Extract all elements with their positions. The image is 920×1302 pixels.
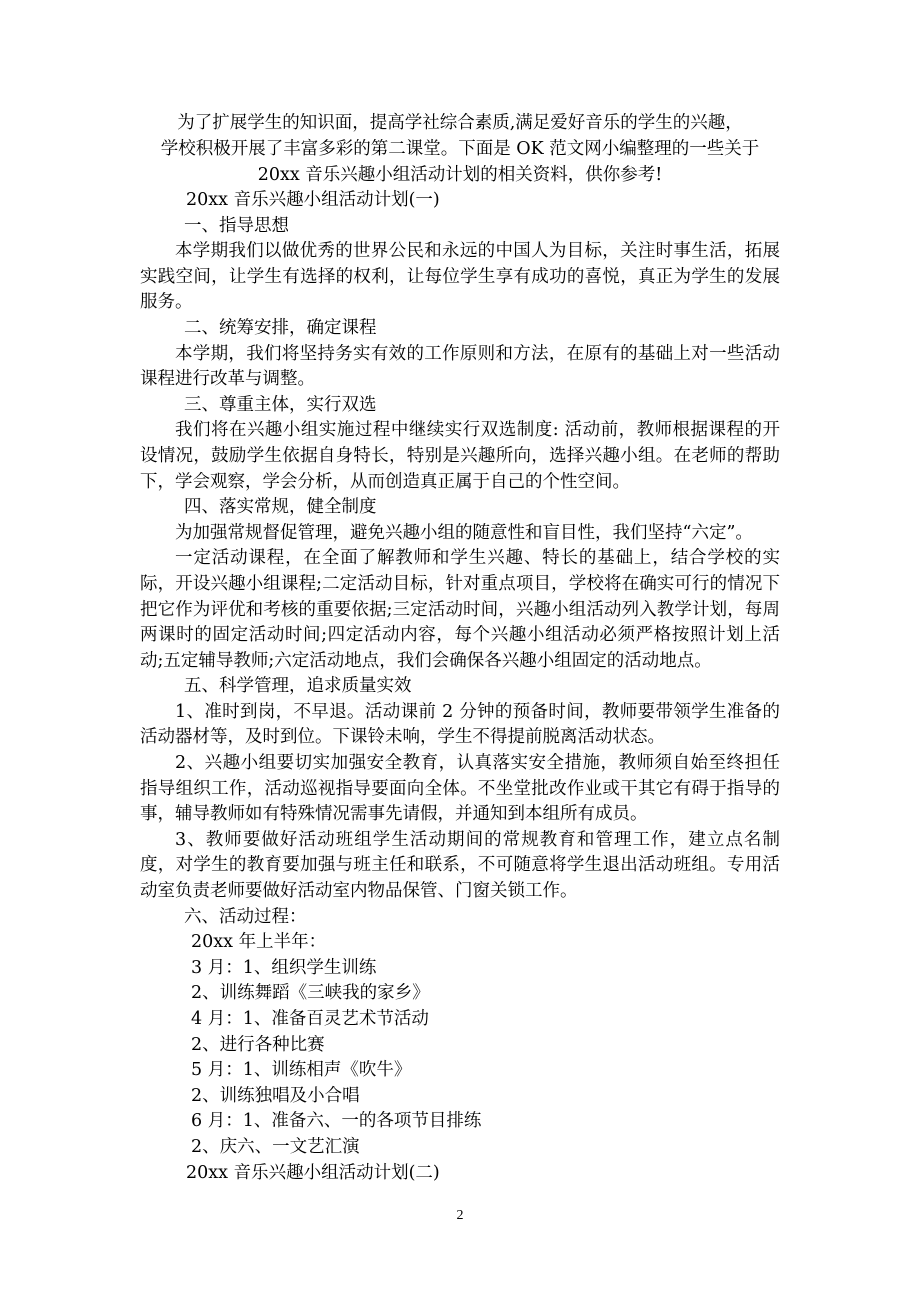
section-paragraph: 2、兴趣小组要切实加强安全教育，认真落实安全措施，教师须自始至终担任指导组织工作，活动巡视指导要面向全体。不坐堂批改作业或干其它有碍于指导的事，辅导教师如有特殊情况需事先请假，并通知到本组所有成员。 [140,753,780,825]
page-number: 2 [456,1208,464,1223]
schedule-item: 20xx 年上半年： [191,932,327,953]
intro-line: 学校积极开展了丰富多彩的第二课堂。下面是 OK 范文网小编整理的一些关于 [160,139,760,159]
intro-line: 20xx 音乐兴趣小组活动计划的相关资料，供你参考! [257,165,663,185]
section-paragraph: 为加强常规督促管理，避免兴趣小组的随意性和盲目性，我们坚持“六定”。 [175,522,753,543]
section-paragraph: 一定活动课程，在全面了解教师和学生兴趣、特长的基础上，结合学校的实际，开设兴趣小组课程;二定活动目标，针对重点项目，学校将在确实可行的情况下把它作为评优和考核的重要依据;三定活动时间，兴趣小组活动列入教学计划，每周两课时的固定活动时间;四定活动内容，每个兴趣小组活动必须严格按照计划上活动;五定辅导教师;六定活动地点，我们会确保各兴趣小组固定的活动地点。 [140,548,780,671]
section-heading: 六、活动过程： [184,906,307,927]
section-heading: 五、科学管理，追求质量实效 [184,676,412,697]
section-paragraph: 本学期我们以做优秀的世界公民和永远的中国人为目标，关注时事生活，拓展实践空间，让学生有选择的权利，让每位学生享有成功的喜悦，真正为学生的发展服务。 [140,241,780,313]
schedule-item: 6 月：1、准备六、一的各项节目排练 [191,1111,482,1132]
section-paragraph: 1、准时到岗，不早退。活动课前 2 分钟的预备时间，教师要带领学生准备的活动器材等，及时到位。下课铃未响，学生不得提前脱离活动状态。 [140,701,780,748]
section-heading: 一、指导思想 [184,215,289,236]
section-paragraph: 我们将在兴趣小组实施过程中继续实行双选制度: 活动前，教师根据课程的开设情况，鼓励学生依据自身特长，特别是兴趣所向，选择兴趣小组。在老师的帮助下，学会观察，学会分析，从而创造真正属于自己的个性空间。 [140,420,780,492]
document-body [140,110,780,1186]
schedule-item: 3 月：1、组织学生训练 [191,957,377,978]
schedule-item: 2、进行各种比赛 [191,1034,325,1055]
schedule-item: 2、训练舞蹈《三峡我的家乡》 [191,983,430,1004]
section-heading: 二、统筹安排，确定课程 [184,317,377,338]
schedule-item: 2、训练独唱及小合唱 [191,1085,360,1106]
section-paragraph: 本学期，我们将坚持务实有效的工作原则和方法，在原有的基础上对一些活动课程进行改革与调整。 [140,343,780,390]
schedule-item: 5 月：1、训练相声《吹牛》 [191,1060,412,1081]
section-paragraph: 3、教师要做好活动班组学生活动期间的常规教育和管理工作，建立点名制度，对学生的教育要加强与班主任和联系，不可随意将学生退出活动班组。专用活动室负责老师要做好活动室内物品保管、门窗关锁工作。 [140,829,780,902]
intro-line: 为了扩展学生的知识面，提高学社综合素质,满足爱好音乐的学生的兴趣， [177,113,743,133]
schedule-item: 2、庆六、一文艺汇演 [191,1136,360,1157]
intro-paragraph [140,110,780,188]
schedule-item: 4 月：1、准备百灵艺术节活动 [191,1009,429,1029]
plan-title: 20xx 音乐兴趣小组活动计划(二) [186,1162,440,1183]
plan-title: 20xx 音乐兴趣小组活动计划(一) [186,190,440,210]
section-heading: 三、尊重主体，实行双选 [184,394,377,415]
section-heading: 四、落实常规，健全制度 [184,497,377,518]
